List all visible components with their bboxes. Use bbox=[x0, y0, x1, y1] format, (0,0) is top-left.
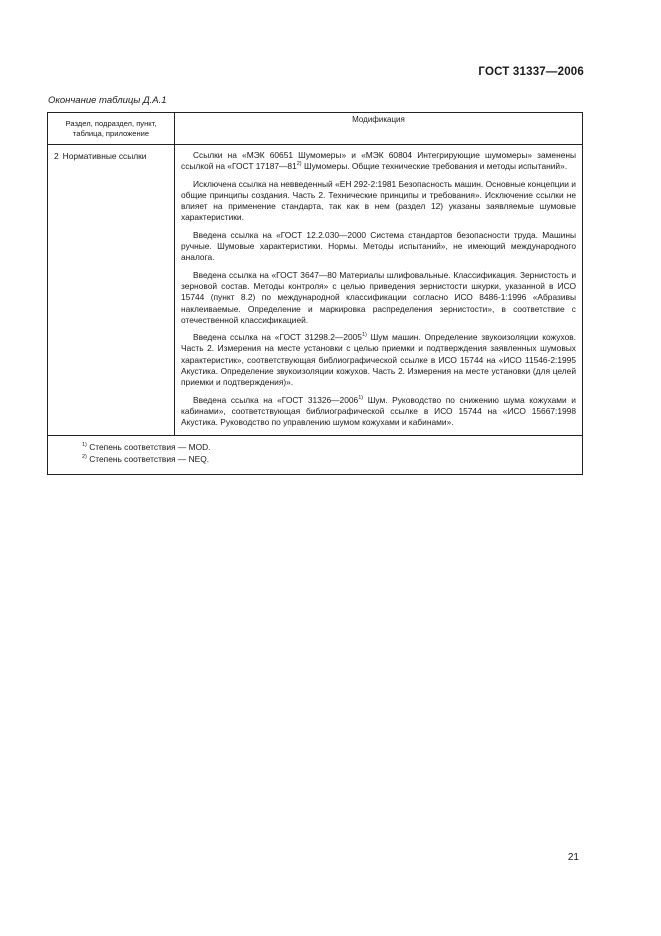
table-header-row bbox=[48, 113, 583, 145]
footnotes-row bbox=[48, 435, 583, 474]
column-header-section: Раздел, подраздел, пункт, таблица, приложение bbox=[48, 113, 175, 145]
table-row bbox=[48, 145, 583, 436]
section-title: Нормативные ссылки bbox=[62, 151, 147, 161]
footnote: $^{1)}$ Степень соответствия — MOD. bbox=[82, 441, 211, 452]
footnote: $^{2)}$ Степень соответствия — NEQ. bbox=[82, 454, 210, 465]
footnotes-cell bbox=[48, 435, 583, 474]
section-cell bbox=[48, 145, 175, 436]
modification-paragraph: Введена ссылка на «ГОСТ 3647—80 Материалы шлифовальные. Классификация. Зернистость и зерновой состав. Методы контроля» с целью приведения зернистости шкурки, указанной в ИСО 15744 (пункт 8.2) по международной классификации согласно ИСО 8486-1:1996 «Абразивы наклеиваемые. Определение и маркировка распределения зернистости», в соответствие с отечественной классификацией. bbox=[181, 269, 576, 325]
table-caption: Окончание таблицы Д.А.1 bbox=[48, 95, 167, 106]
document-title: ГОСТ 31337—2006 bbox=[478, 66, 584, 78]
modification-paragraph: Введена ссылка на «ГОСТ 31298.2—2005$^{1)}$ Шум машин. Определение звукоизоляции кожухов. Часть 2. Измерения на месте установки с целью приемки и подтверждения заявленных шумовых характеристик», соответствующая библиографической ссылке в ИСО 15744 на «ИСО 11546-2:1995 Акустика. Определение звукоизоляции кожухов. Часть 2. Измерения на месте установки (для целей приемки и подтверждения)». bbox=[181, 332, 576, 388]
modification-paragraph: Введена ссылка на «ГОСТ 31326—2006$^{1)}$ Шум. Руководство по снижению шума кожухами и кабинами», соответствующая библиографической ссылке в ИСО 15744 на «ИСО 15667:1998 Акустика. Руководство по управлению шумом кожухами и кабинами». bbox=[181, 394, 576, 428]
modification-paragraph: Исключена ссылка на невведенный «ЕН 292-2:1981 Безопасность машин. Основные концепции и общие принципы создания. Часть 2. Технические принципы и требования». Исключение ссылки не влияет на применение стандарта, так как в нем (раздел 12) указаны заявляемые шумовые характеристики. bbox=[181, 178, 576, 223]
modification-cell bbox=[175, 145, 583, 436]
modification-table bbox=[47, 112, 583, 475]
page-number: 21 bbox=[567, 852, 579, 863]
modification-paragraph: Введена ссылка на «ГОСТ 12.2.030—2000 Система стандартов безопасности труда. Машины ручные. Шумовые характеристики. Нормы. Методы испытаний», не имеющий международного аналога. bbox=[181, 229, 576, 263]
modification-paragraph: Ссылки на «МЭК 60651 Шумомеры» и «МЭК 60804 Интегрирующие шумомеры» заменены ссылкой на «ГОСТ 17187—81$^{2)}$ Шумомеры. Общие технические требования и методы испытаний». bbox=[181, 150, 576, 172]
column-header-modification: Модификация bbox=[175, 113, 583, 145]
section-number: 2 bbox=[54, 151, 59, 161]
